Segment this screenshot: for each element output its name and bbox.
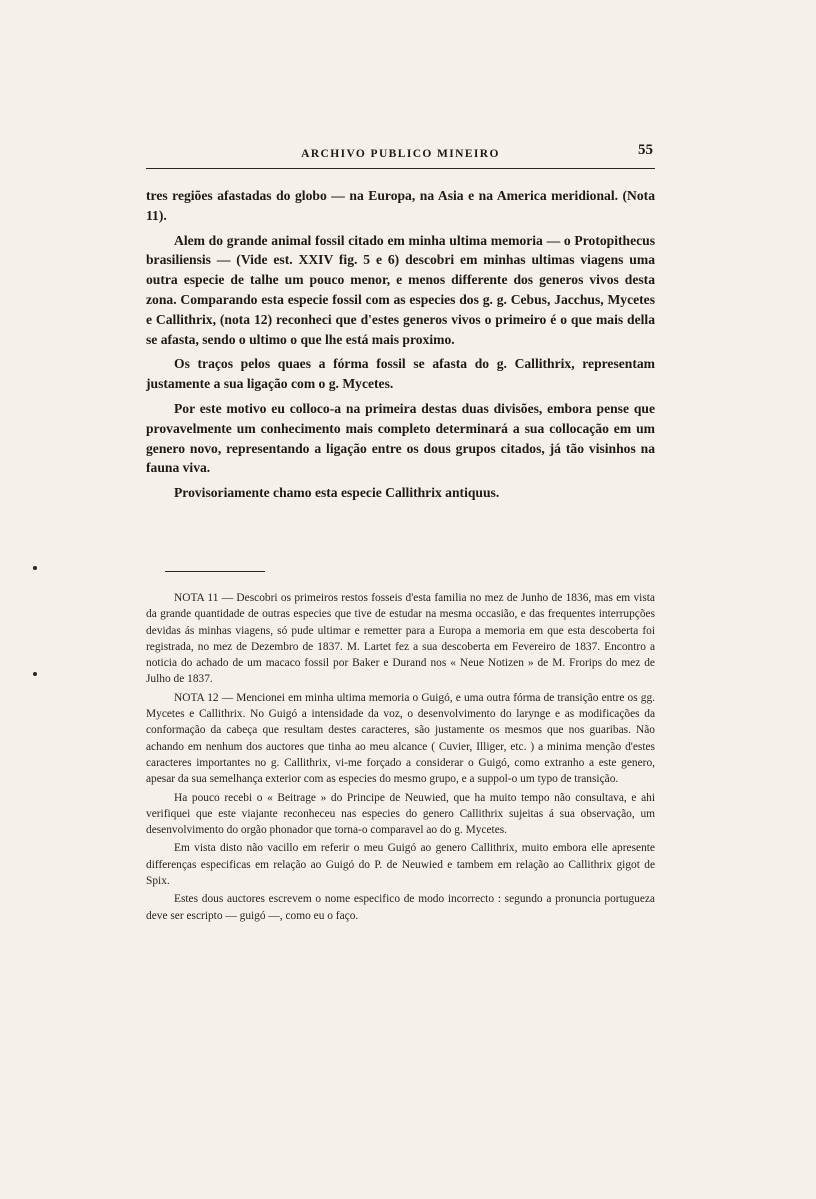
main-text: [146, 186, 655, 508]
footnote-divider: [165, 571, 265, 572]
footnote-12-cont-3: Estes dous auctores escrevem o nome especifico de modo incorrecto : segundo a pronuncia portugueza deve ser escripto — guigó —, como eu o faço.: [146, 893, 655, 922]
footnote-11: NOTA 11 — Descobri os primeiros restos fosseis d'esta familia no mez de Junho de 1836, mas em vista da grande quantidade de outras especies que tive de estudar na mesma occasião, e das frequentes interrupções devidas ás minhas viagens, só pude ultimar e remetter para a Europa a memoria em que esta descoberta foi registrada, no mez de Dezembro de 1837. M. Lartet fez a sua descoberta em Fevereiro de 1837. Encontro a noticia do achado de um macaco fossil por Baker e Durand nos « Neue Notizen » de M. Frorips do mez de Julho de 1837.: [146, 592, 655, 686]
paragraph-1: tres regiões afastadas do globo — na Europa, na Asia e na America meridional. (Nota 11).: [146, 188, 655, 223]
paragraph-2: Alem do grande animal fossil citado em minha ultima memoria — o Protopithecus brasiliensis — (Vide est. XXIV fig. 5 e 6) descobri em minhas ultimas viagens uma outra especie de talhe um pouco menor, e menos differente dos generos vivos desta zona. Comparando esta especie fossil com as especies dos g. g. Cebus, Jacchus, Mycetes e Callithrix, (nota 12) reconheci que d'estes generos vivos o primeiro é o que mais della se afasta, sendo o ultimo o que lhe está mais proximo.: [146, 232, 655, 347]
footnote-12: NOTA 12 — Mencionei em minha ultima memoria o Guigó, e uma outra fórma de transição entre os gg. Mycetes e Callithrix. No Guigó a intensidade da voz, o desenvolvimento do larynge e as modificações da conformação da cabeça que resultam destes caracteres, são justamente os mesmos que nos guaribas. Não achando em nenhum dos auctores que tinha ao meu alcance ( Cuvier, Illiger, etc. ) a minima menção d'estes caracteres importantes no g. Callithrix, vi-me forçado a considerar o Guigó, como extranho a este genero, apesar da sua semelhança exterior com as especies do mesmo grupo, e a suppol-o um typo de transição.: [146, 691, 655, 786]
footnote-12-cont-2: Em vista disto não vacillo em referir o meu Guigó ao genero Callithrix, muito embora elle apresente differenças especificas em relação ao Guigó do P. de Neuwied e tambem em relação ao Callithrix gigot de Spix.: [146, 842, 655, 888]
paragraph-3: Os traços pelos quaes a fórma fossil se afasta do g. Callithrix, representam justamente a sua ligação com o g. Mycetes.: [146, 356, 655, 392]
margin-mark: [33, 672, 37, 676]
footnotes: [146, 590, 655, 926]
page-number: 55: [638, 142, 653, 158]
page-header: [146, 142, 655, 169]
paragraph-4: Por este motivo eu colloco-a na primeira destas duas divisões, embora pense que provavelmente um conhecimento mais completo determinará a sua collocação em um genero novo, representando a ligação entre os dous grupos citados, já tão visinhos na fauna viva.: [146, 400, 655, 476]
margin-mark: [33, 566, 37, 570]
footnote-12-cont-1: Ha pouco recebi o « Beitrage » do Principe de Neuwied, que ha muito tempo não consultava, e ahi verifiquei que este viajante reconheceu nas especies do genero Callithrix sujeitas á sua observação, um desenvolvimento do orgão phonador que torna-o comparavel ao do g. Mycetes.: [146, 791, 655, 837]
running-title: ARCHIVO PUBLICO MINEIRO: [301, 148, 500, 160]
paragraph-5: Provisoriamente chamo esta especie Callithrix antiquus.: [174, 485, 500, 501]
